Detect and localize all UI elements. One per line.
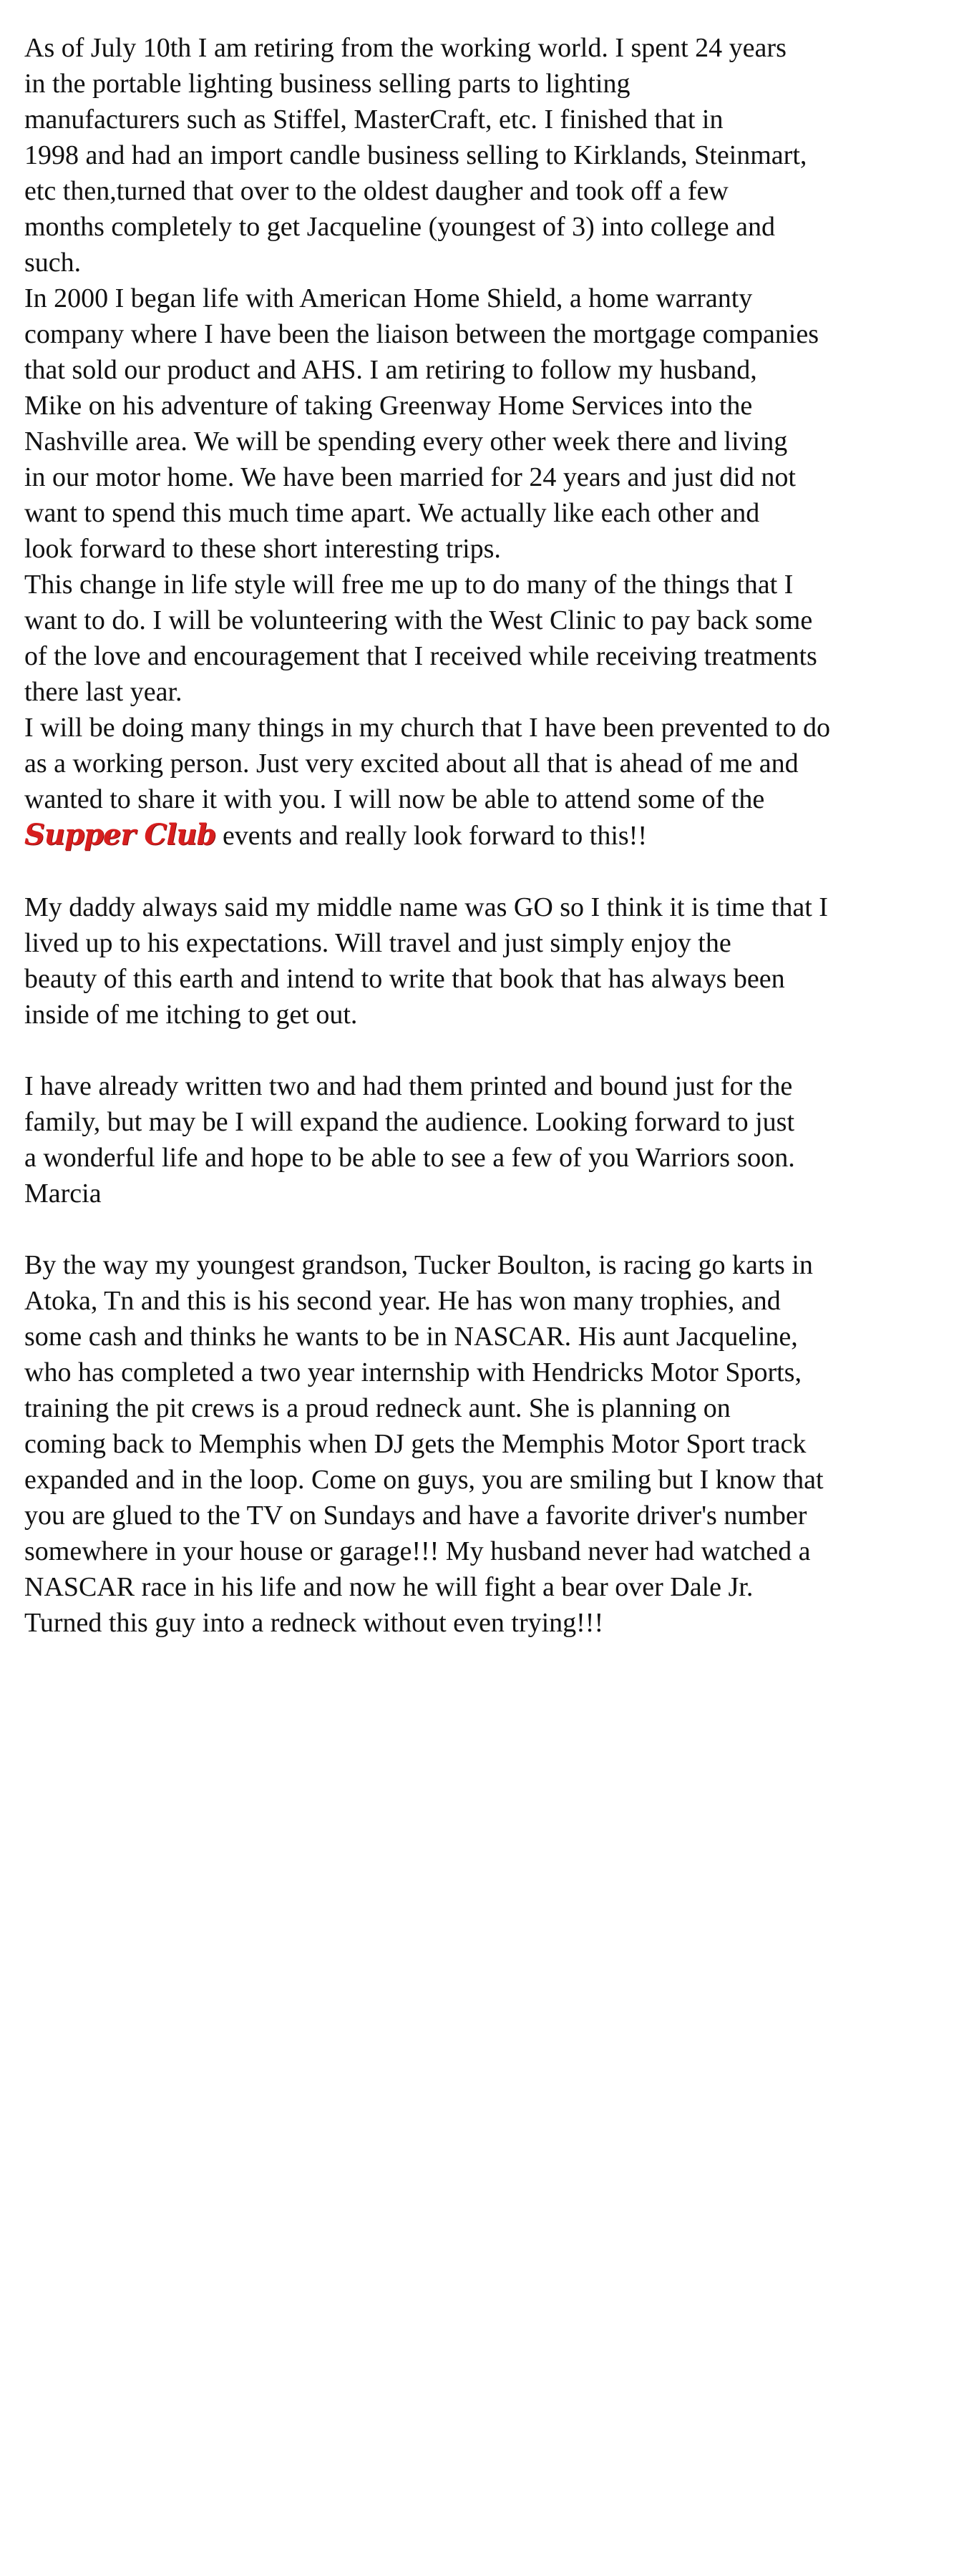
text-line: who has completed a two year internship with Hendricks Motor Sports,	[24, 1357, 802, 1387]
text-line: I will be doing many things in my church that I have been prevented to do	[24, 713, 830, 743]
text-line: a wonderful life and hope to be able to see a few of you Warriors soon.	[24, 1143, 795, 1173]
text-line: somewhere in your house or garage!!! My husband never had watched a	[24, 1536, 811, 1566]
text-line: Nashville area. We will be spending every other week there and living	[24, 426, 788, 457]
text-line: wanted to share it with you. I will now be able to attend some of the	[24, 784, 765, 814]
text-line: My daddy always said my middle name was GO so I think it is time that I	[24, 892, 828, 922]
text-line: coming back to Memphis when DJ gets the Memphis Motor Sport track	[24, 1429, 807, 1459]
text-line: in our motor home. We have been married for 24 years and just did not	[24, 462, 796, 492]
text-line: expanded and in the loop. Come on guys, you are smiling but I know that	[24, 1465, 824, 1495]
supper-club-link[interactable]: Supper Club	[24, 818, 216, 852]
letter-body	[24, 30, 948, 1641]
text-line: of the love and encouragement that I received while receiving treatments	[24, 641, 817, 671]
paragraph-daddy	[24, 889, 948, 1033]
text-line: family, but may be I will expand the audience. Looking forward to just	[24, 1107, 795, 1137]
text-line: want to spend this much time apart. We actually like each other and	[24, 498, 760, 528]
text-line	[24, 817, 948, 854]
paragraph-american-home-shield	[24, 280, 948, 567]
text-line: I have already written two and had them printed and bound just for the	[24, 1071, 793, 1101]
text-line: This change in life style will free me up to do many of the things that I	[24, 570, 794, 600]
paragraph-church	[24, 710, 948, 854]
text-line: By the way my youngest grandson, Tucker Boulton, is racing go karts in	[24, 1250, 813, 1280]
paragraph-books	[24, 1068, 948, 1211]
text-line: such.	[24, 248, 82, 278]
paragraph-gap	[24, 1033, 948, 1068]
text-line: in the portable lighting business selling parts to lighting	[24, 69, 631, 99]
paragraph-gap	[24, 1211, 948, 1247]
text-line: that sold our product and AHS. I am retiring to follow my husband,	[24, 355, 757, 385]
paragraph-retirement	[24, 30, 948, 280]
paragraph-gap	[24, 854, 948, 889]
text-line: manufacturers such as Stiffel, MasterCraft, etc. I finished that in	[24, 104, 724, 135]
text-line: Turned this guy into a redneck without even trying!!!	[24, 1608, 604, 1638]
text-line: look forward to these short interesting trips.	[24, 534, 501, 564]
text-line: etc then,turned that over to the oldest daugher and took off a few	[24, 176, 729, 206]
text-line: Mike on his adventure of taking Greenway Home Services into the	[24, 391, 753, 421]
text-line: months completely to get Jacqueline (youngest of 3) into college and	[24, 212, 775, 242]
text-line: beauty of this earth and intend to write that book that has always been	[24, 964, 785, 994]
paragraph-nascar	[24, 1247, 948, 1641]
text-line: training the pit crews is a proud redneck aunt. She is planning on	[24, 1393, 731, 1423]
text-line: you are glued to the TV on Sundays and have a favorite driver's number	[24, 1501, 807, 1531]
text-line: In 2000 I began life with American Home Shield, a home warranty	[24, 283, 753, 313]
text-line: lived up to his expectations. Will travel and just simply enjoy the	[24, 928, 731, 958]
signature: Marcia	[24, 1179, 102, 1209]
text-line: as a working person. Just very excited about all that is ahead of me and	[24, 748, 799, 779]
text-fragment: events and really look forward to this!!	[215, 821, 647, 851]
text-line: there last year.	[24, 677, 182, 707]
text-line: some cash and thinks he wants to be in NASCAR. His aunt Jacqueline,	[24, 1322, 798, 1352]
text-line: As of July 10th I am retiring from the working world. I spent 24 years	[24, 33, 787, 63]
text-line: NASCAR race in his life and now he will fight a bear over Dale Jr.	[24, 1572, 754, 1602]
text-line: company where I have been the liaison between the mortgage companies	[24, 319, 819, 349]
text-line: inside of me itching to get out.	[24, 1000, 358, 1030]
text-line: 1998 and had an import candle business selling to Kirklands, Steinmart,	[24, 140, 807, 170]
text-line: Atoka, Tn and this is his second year. He has won many trophies, and	[24, 1286, 781, 1316]
text-line: want to do. I will be volunteering with the West Clinic to pay back some	[24, 605, 813, 635]
paragraph-life-style	[24, 567, 948, 710]
